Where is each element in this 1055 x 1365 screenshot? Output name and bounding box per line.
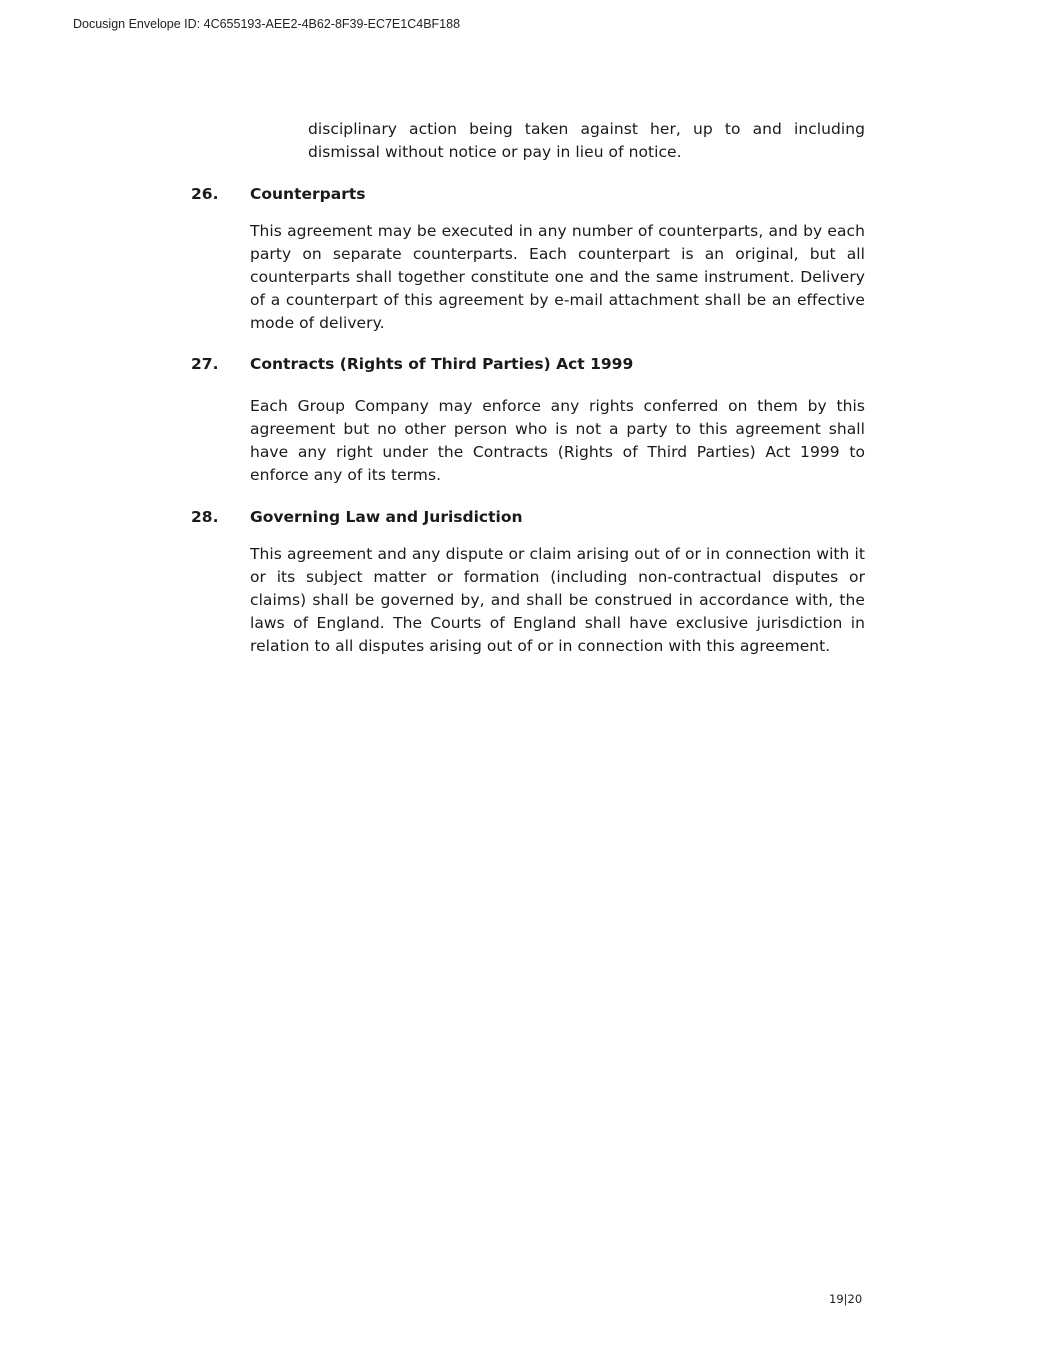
section-number-28: 28. <box>191 508 219 526</box>
page-number: 19|20 <box>829 1292 863 1306</box>
section-number-26: 26. <box>191 185 219 203</box>
continuation-paragraph: disciplinary action being taken against her, up to and including dismissal without notice or pay in lieu of notice. <box>308 120 865 161</box>
section-heading-counterparts: Counterparts <box>250 185 366 203</box>
section-number-27: 27. <box>191 355 219 373</box>
section-body-counterparts: This agreement may be executed in any number of counterparts, and by each party on separate counterparts. Each counterpart is an original, but all counterparts shall together constitute one and the same instrument. Delivery of a counterpart of this agreement by e-mail attachment shall be an effective mode of delivery. <box>250 222 865 332</box>
section-heading-governing-law: Governing Law and Jurisdiction <box>250 508 523 526</box>
envelope-id: Docusign Envelope ID: 4C655193-AEE2-4B62-8F39-EC7E1C4BF188 <box>73 17 461 31</box>
section-heading-third-parties: Contracts (Rights of Third Parties) Act 1999 <box>250 355 634 373</box>
section-body-governing-law: This agreement and any dispute or claim arising out of or in connection with it or its subject matter or formation (including non-contractual disputes or claims) shall be governed by, and shall be construed in accordance with, the laws of England. The Courts of England shall have exclusive jurisdiction in relation to all disputes arising out of or in connection with this agreement. <box>250 545 865 655</box>
section-body-third-parties: Each Group Company may enforce any rights conferred on them by this agreement but no other person who is not a party to this agreement shall have any right under the Contracts (Rights of Third Parties) Act 1999 to enforce any of its terms. <box>250 397 865 484</box>
